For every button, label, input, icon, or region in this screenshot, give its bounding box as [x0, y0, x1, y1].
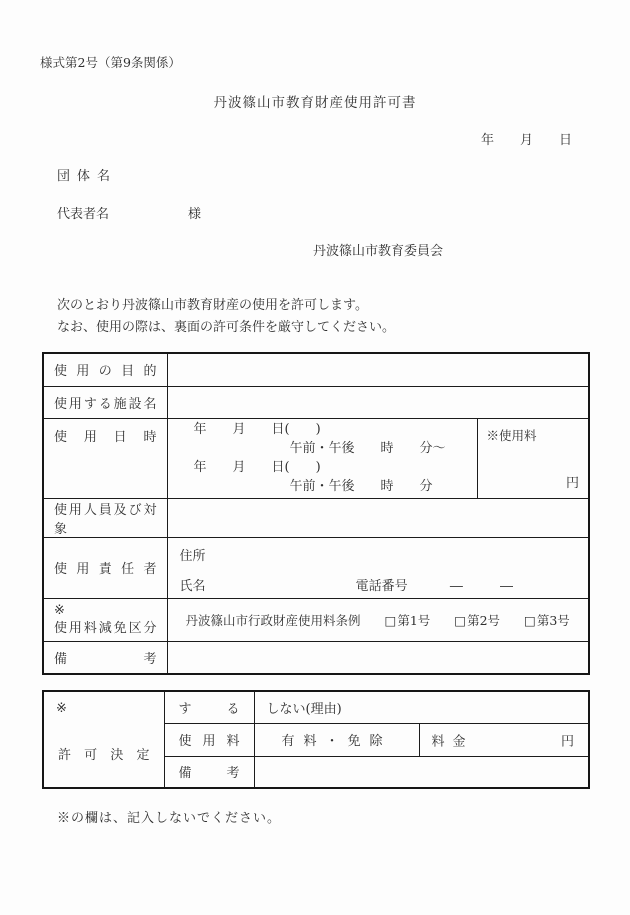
fee-label: ※使用料	[486, 427, 537, 443]
checkbox-dai3go[interactable]	[524, 613, 570, 628]
decision-label-cell	[43, 691, 164, 788]
amount-cell	[419, 723, 589, 756]
name-phone-line	[180, 577, 589, 597]
responsible-label: 使用責任者	[54, 562, 157, 577]
phone-dash-2: ―	[499, 578, 513, 594]
exemption-asterisk: ※	[54, 602, 65, 618]
exemption-label: 使用料減免区分	[54, 620, 157, 636]
footer-note: ※の欄は、記入しないでください。	[57, 811, 282, 826]
datetime-start-time: 午前・午後 時 分～	[289, 441, 446, 456]
exemption-value-cell	[167, 598, 589, 641]
purpose-label-cell	[43, 353, 167, 386]
issuer-board-of-education: 丹波篠山市教育委員会	[313, 244, 444, 259]
checkbox-icon: □	[384, 612, 397, 628]
people-value-cell	[167, 498, 589, 537]
remarks-label: 備考	[54, 651, 157, 667]
purpose-label: 使用の目的	[54, 364, 157, 380]
intro-line-1: 次のとおり丹波篠山市教育財産の使用を許可します。	[57, 298, 368, 313]
form-number: 様式第2号（第9条関係）	[40, 55, 181, 70]
checkbox-dai2go-label: 第2号	[467, 612, 501, 628]
datetime-label-cell	[43, 418, 167, 498]
facility-label: 使用する施設名	[54, 396, 157, 412]
application-table	[42, 352, 590, 675]
phone-dash-1: ―	[449, 578, 463, 594]
responsible-value-cell	[167, 537, 589, 598]
facility-value-cell	[167, 386, 589, 418]
decision-fee-label-cell	[164, 723, 254, 756]
deny-cell	[254, 691, 589, 723]
checkbox-dai3go-label: 第3号	[536, 612, 570, 628]
representative-name-label: 代表者名	[57, 207, 110, 222]
remarks-label-cell	[43, 641, 167, 674]
checkbox-dai2go[interactable]	[454, 613, 500, 628]
people-label-cell	[43, 498, 167, 537]
intro-paragraph	[57, 295, 395, 339]
datetime-end-date: 年 月 日( )	[193, 460, 321, 475]
address-label: 住所	[179, 548, 206, 564]
honorific-sama: 様	[188, 207, 202, 222]
name-label: 氏名	[179, 578, 206, 594]
decision-label: 許可決定	[58, 748, 150, 763]
datetime-value-cell	[167, 418, 477, 498]
responsible-label-cell	[43, 537, 167, 598]
checkbox-dai1go-label: 第1号	[397, 612, 431, 628]
intro-line-2: なお、使用の際は、裏面の許可条件を厳守してください。	[57, 320, 396, 335]
fee-options: 有料・免除	[281, 734, 392, 749]
decision-asterisk: ※	[56, 701, 67, 716]
purpose-value-cell	[167, 353, 589, 386]
phone-label: 電話番号	[355, 578, 408, 594]
decision-remarks-label: 備考	[178, 766, 240, 782]
issue-date-blank: 年 月 日	[481, 133, 573, 148]
group-name-label: 団体名	[57, 169, 118, 184]
remarks-value-cell	[167, 641, 589, 674]
decision-fee-label: 使用料	[178, 734, 240, 749]
permit-decision-table	[42, 690, 590, 789]
datetime-end-time: 午前・午後 時 分	[289, 479, 433, 494]
fee-options-cell	[254, 723, 419, 756]
document-title: 丹波篠山市教育財産使用許可書	[213, 95, 417, 111]
deny-label: しない(理由)	[266, 701, 342, 717]
checkbox-dai1go[interactable]	[385, 613, 431, 628]
fee-unit-yen: 円	[565, 475, 579, 491]
datetime-start-date: 年 月 日( )	[193, 422, 321, 437]
checkbox-icon: □	[454, 612, 467, 628]
ordinance-text: 丹波篠山市行政財産使用料条例	[185, 612, 361, 628]
people-label: 使用人員及び対象	[54, 502, 157, 537]
checkbox-icon: □	[524, 612, 536, 628]
datetime-label: 使用日時	[54, 429, 157, 445]
exemption-label-cell	[43, 598, 167, 641]
approve-label: する	[178, 701, 240, 717]
approve-cell	[164, 691, 254, 723]
amount-unit-yen: 円	[560, 734, 574, 749]
amount-label: 料金	[431, 734, 474, 749]
decision-remarks-label-cell	[164, 756, 254, 788]
fee-cell	[477, 418, 589, 498]
decision-remarks-value-cell	[254, 756, 589, 788]
facility-label-cell	[43, 386, 167, 418]
